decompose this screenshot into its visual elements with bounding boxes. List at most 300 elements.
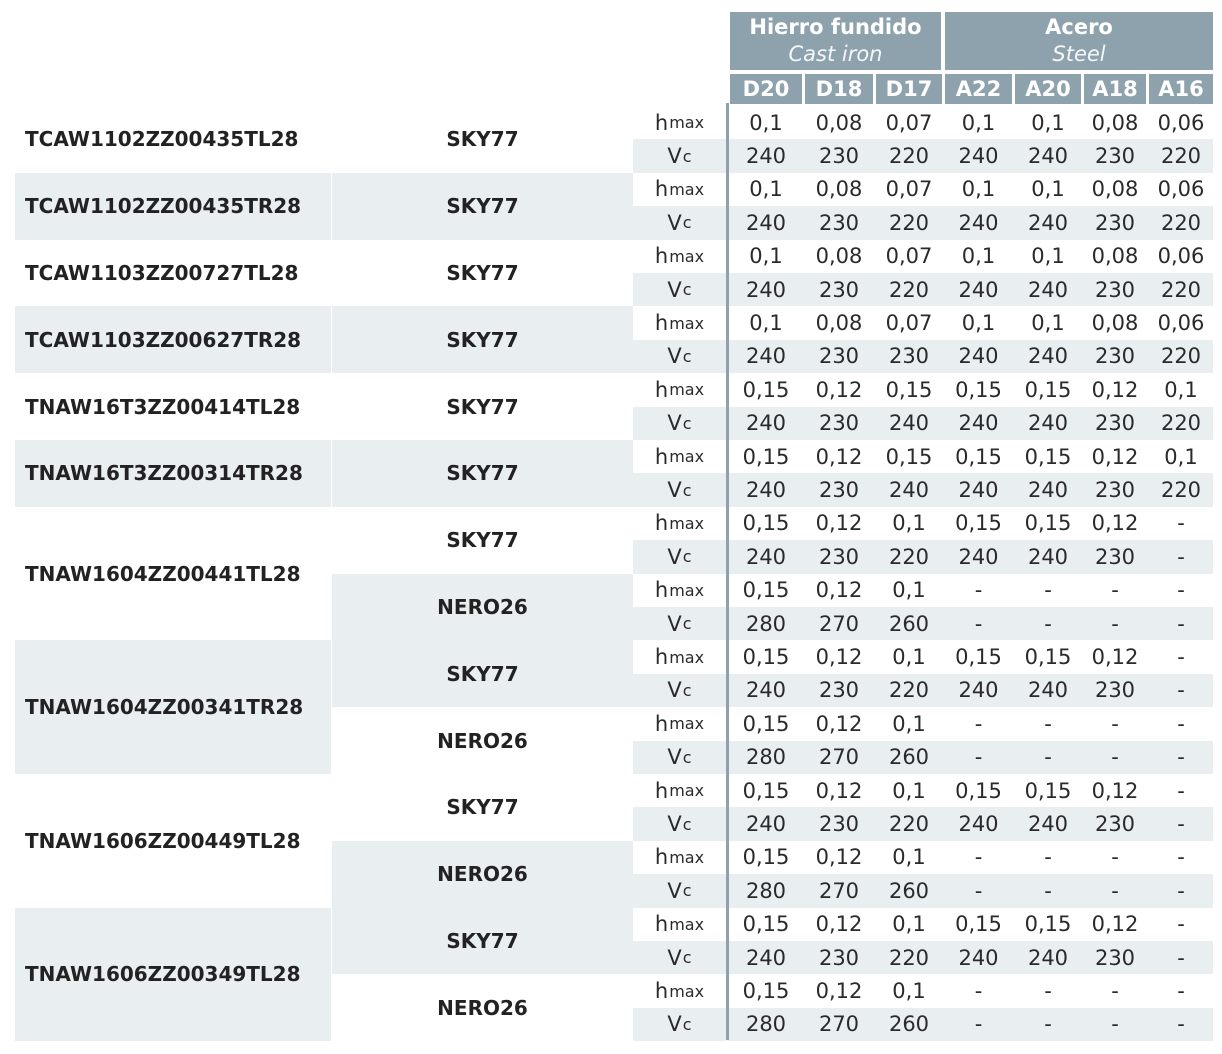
value-cell — [876, 841, 942, 874]
value-text: 220 — [888, 544, 930, 569]
value-cell — [1015, 841, 1081, 874]
value-cell — [805, 941, 873, 974]
value-cell — [1084, 206, 1146, 239]
param-base: V — [667, 812, 682, 837]
value-text: 0,12 — [1091, 645, 1139, 670]
value-text: 0,1 — [892, 912, 926, 937]
value-cell — [876, 574, 942, 607]
value-cell — [1084, 340, 1146, 373]
value-text: 0,12 — [815, 979, 863, 1004]
value-text: - — [974, 1012, 983, 1037]
param-subscript: max — [669, 847, 705, 867]
param-subscript: max — [669, 380, 705, 400]
value-text: 0,07 — [885, 110, 933, 135]
param-base: V — [667, 544, 682, 569]
value-cell — [730, 607, 802, 640]
grade-label — [332, 306, 633, 373]
value-cell — [1084, 707, 1146, 740]
value-text: 230 — [818, 144, 860, 169]
value-text: 240 — [888, 411, 930, 436]
param-base: V — [667, 1012, 682, 1037]
product-code — [15, 908, 331, 1042]
value-cell — [1015, 674, 1081, 707]
product-code — [15, 507, 331, 641]
value-cell — [876, 440, 942, 473]
value-cell — [730, 941, 802, 974]
value-cell — [945, 373, 1012, 406]
value-cell — [730, 640, 802, 673]
value-cell — [805, 574, 873, 607]
grade-text: SKY77 — [446, 194, 519, 219]
value-text: 0,06 — [1157, 244, 1205, 269]
value-text: 240 — [745, 144, 787, 169]
value-text: 240 — [1027, 277, 1069, 302]
column-header-label: A16 — [1158, 77, 1204, 101]
value-cell — [945, 340, 1012, 373]
value-cell — [1149, 908, 1213, 941]
param-subscript: max — [669, 580, 705, 600]
value-cell — [1084, 640, 1146, 673]
product-code — [15, 306, 331, 373]
value-text: 0,15 — [1024, 645, 1072, 670]
column-header-label: D20 — [742, 77, 790, 101]
value-text: 0,15 — [885, 444, 933, 469]
value-text: 0,07 — [885, 311, 933, 336]
value-text: - — [1177, 578, 1185, 603]
value-cell — [730, 807, 802, 840]
value-text: 0,12 — [815, 711, 863, 736]
value-text: 240 — [745, 945, 787, 970]
value-cell — [1149, 206, 1213, 239]
value-text: 0,12 — [815, 444, 863, 469]
param-subscript: max — [669, 246, 705, 266]
hmax-label — [633, 974, 726, 1007]
value-cell — [945, 106, 1012, 139]
column-header-label: D17 — [885, 77, 933, 101]
param-base: V — [667, 878, 682, 903]
param-subscript: max — [669, 513, 705, 533]
param-subscript: max — [669, 981, 705, 1001]
param-base: V — [667, 144, 682, 169]
value-cell — [1015, 340, 1081, 373]
value-cell — [1015, 707, 1081, 740]
value-cell — [805, 807, 873, 840]
value-text: 270 — [818, 1012, 860, 1037]
value-cell — [805, 741, 873, 774]
value-cell — [730, 507, 802, 540]
grade-label — [332, 440, 633, 507]
value-text: - — [974, 878, 983, 903]
value-text: 0,08 — [1091, 110, 1139, 135]
value-cell — [945, 440, 1012, 473]
value-text: 0,08 — [1091, 244, 1139, 269]
header-steel-subtitle: Steel — [1052, 42, 1106, 66]
value-cell — [945, 774, 1012, 807]
value-cell — [1084, 507, 1146, 540]
vc-label — [633, 407, 726, 440]
value-text: - — [1177, 778, 1185, 803]
value-cell — [1015, 173, 1081, 206]
grade-label — [332, 574, 633, 641]
value-text: - — [974, 745, 983, 770]
value-cell — [945, 874, 1012, 907]
value-text: - — [1177, 544, 1185, 569]
value-cell — [945, 807, 1012, 840]
value-cell — [1015, 440, 1081, 473]
column-header — [730, 74, 802, 104]
value-cell — [1015, 640, 1081, 673]
grade-text: NERO26 — [437, 995, 528, 1020]
hmax-label — [633, 173, 726, 206]
param-subscript: c — [682, 280, 692, 300]
value-text: 240 — [745, 277, 787, 302]
value-cell — [1084, 741, 1146, 774]
value-text: 240 — [745, 544, 787, 569]
value-text: 240 — [958, 544, 999, 569]
value-cell — [1015, 273, 1081, 306]
value-text: 240 — [745, 411, 787, 436]
hmax-label — [633, 707, 726, 740]
value-cell — [1015, 607, 1081, 640]
value-text: 0,15 — [742, 444, 790, 469]
value-text: 0,06 — [1157, 311, 1205, 336]
value-cell — [1149, 874, 1213, 907]
value-text: 230 — [1094, 478, 1136, 503]
value-text: 0,12 — [815, 778, 863, 803]
value-text: 0,07 — [885, 244, 933, 269]
value-text: 0,12 — [815, 845, 863, 870]
value-cell — [730, 841, 802, 874]
product-code-text: TNAW1604ZZ00341TR28 — [25, 695, 304, 720]
column-header — [1149, 74, 1213, 104]
value-cell — [805, 306, 873, 339]
value-text: - — [974, 611, 983, 636]
value-text: 280 — [745, 745, 787, 770]
value-text: 0,1 — [1164, 377, 1198, 402]
value-text: - — [1177, 711, 1185, 736]
column-header-label: A20 — [1025, 77, 1071, 101]
value-text: - — [1044, 611, 1052, 636]
grade-text: SKY77 — [446, 795, 519, 820]
param-subscript: max — [669, 447, 705, 467]
value-cell — [945, 908, 1012, 941]
value-text: 230 — [818, 478, 860, 503]
value-cell — [1149, 507, 1213, 540]
value-cell — [1084, 106, 1146, 139]
param-base: h — [654, 244, 669, 269]
value-cell — [876, 774, 942, 807]
value-text: 0,15 — [742, 645, 790, 670]
product-code — [15, 373, 331, 440]
product-code-text: TNAW1604ZZ00441TL28 — [25, 561, 301, 586]
value-text: 0,1 — [1164, 444, 1198, 469]
grade-text: SKY77 — [446, 528, 519, 553]
value-text: 230 — [818, 945, 860, 970]
header-cast-iron-title: Hierro fundido — [749, 15, 922, 39]
grade-text: NERO26 — [437, 862, 528, 887]
column-header — [945, 74, 1012, 104]
value-cell — [805, 507, 873, 540]
value-cell — [805, 974, 873, 1007]
header-cast-iron-subtitle: Cast iron — [788, 42, 883, 66]
hmax-label — [633, 106, 726, 139]
value-text: 0,1 — [961, 110, 996, 135]
value-cell — [805, 139, 873, 172]
param-base: h — [654, 912, 669, 937]
value-cell — [1015, 908, 1081, 941]
value-text: 0,15 — [742, 912, 790, 937]
value-cell — [730, 1008, 802, 1041]
value-cell — [1084, 807, 1146, 840]
value-cell — [945, 173, 1012, 206]
grade-label — [332, 106, 633, 173]
value-cell — [1149, 941, 1213, 974]
hmax-label — [633, 373, 726, 406]
grade-label — [332, 507, 633, 574]
grade-text: SKY77 — [446, 661, 519, 686]
value-text: 240 — [1027, 678, 1069, 703]
value-cell — [876, 707, 942, 740]
value-text: - — [1111, 979, 1119, 1004]
value-cell — [876, 674, 942, 707]
value-text: 240 — [958, 678, 999, 703]
value-cell — [805, 874, 873, 907]
value-text: 0,12 — [1091, 912, 1139, 937]
value-cell — [945, 540, 1012, 573]
value-text: 0,08 — [815, 110, 863, 135]
value-text: 0,1 — [749, 110, 783, 135]
value-cell — [945, 306, 1012, 339]
value-cell — [1149, 741, 1213, 774]
value-text: 0,15 — [1024, 778, 1072, 803]
param-subscript: c — [682, 680, 692, 700]
value-cell — [876, 306, 942, 339]
value-text: 0,15 — [742, 377, 790, 402]
value-cell — [805, 540, 873, 573]
param-base: V — [667, 945, 682, 970]
value-cell — [876, 1008, 942, 1041]
param-base: V — [667, 210, 682, 235]
value-cell — [876, 507, 942, 540]
product-code — [15, 106, 331, 173]
value-text: 0,1 — [892, 645, 926, 670]
value-text: 240 — [958, 210, 999, 235]
value-cell — [1084, 473, 1146, 506]
value-text: - — [1177, 611, 1185, 636]
value-cell — [730, 540, 802, 573]
value-text: 240 — [1027, 144, 1069, 169]
value-text: 0,15 — [1024, 377, 1072, 402]
value-text: - — [1044, 578, 1052, 603]
value-cell — [1149, 440, 1213, 473]
value-cell — [876, 540, 942, 573]
hmax-label — [633, 774, 726, 807]
value-text: 0,08 — [815, 177, 863, 202]
value-text: 0,15 — [955, 912, 1002, 937]
vc-label — [633, 874, 726, 907]
value-text: 0,1 — [1031, 311, 1065, 336]
value-cell — [1149, 173, 1213, 206]
value-cell — [1149, 640, 1213, 673]
value-text: 0,06 — [1157, 110, 1205, 135]
value-cell — [945, 473, 1012, 506]
value-text: 0,1 — [892, 778, 926, 803]
value-text: 280 — [745, 878, 787, 903]
value-text: 0,08 — [1091, 311, 1139, 336]
value-cell — [805, 206, 873, 239]
value-cell — [876, 139, 942, 172]
value-cell — [730, 874, 802, 907]
param-subscript: c — [682, 948, 692, 968]
value-text: 0,15 — [742, 778, 790, 803]
param-base: V — [667, 745, 682, 770]
value-cell — [876, 340, 942, 373]
value-cell — [805, 173, 873, 206]
value-cell — [730, 106, 802, 139]
value-text: 230 — [1094, 210, 1136, 235]
value-text: 230 — [1094, 144, 1136, 169]
value-cell — [1084, 674, 1146, 707]
value-cell — [1015, 407, 1081, 440]
value-cell — [805, 707, 873, 740]
value-cell — [730, 173, 802, 206]
grade-text: SKY77 — [446, 928, 519, 953]
grade-text: NERO26 — [437, 728, 528, 753]
param-subscript: c — [682, 814, 692, 834]
value-cell — [1084, 941, 1146, 974]
value-cell — [1015, 941, 1081, 974]
value-text: - — [974, 979, 983, 1004]
value-text: 240 — [958, 478, 999, 503]
vc-label — [633, 473, 726, 506]
value-text: 0,12 — [1091, 511, 1139, 536]
value-text: 280 — [745, 1012, 787, 1037]
value-cell — [1149, 807, 1213, 840]
value-cell — [805, 273, 873, 306]
value-text: 260 — [888, 611, 930, 636]
vc-label — [633, 340, 726, 373]
value-cell — [1084, 607, 1146, 640]
column-header-label: A18 — [1092, 77, 1138, 101]
param-subscript: c — [682, 413, 692, 433]
hmax-label — [633, 841, 726, 874]
value-cell — [805, 1008, 873, 1041]
value-text: 230 — [1094, 544, 1136, 569]
value-cell — [1084, 774, 1146, 807]
value-text: 0,15 — [955, 778, 1002, 803]
value-text: 0,15 — [742, 979, 790, 1004]
value-cell — [730, 574, 802, 607]
vc-label — [633, 941, 726, 974]
value-text: 0,1 — [1031, 110, 1065, 135]
value-text: - — [1044, 711, 1052, 736]
column-header — [876, 74, 942, 104]
value-cell — [805, 640, 873, 673]
value-text: 0,1 — [749, 244, 783, 269]
value-text: - — [1044, 745, 1052, 770]
value-text: 240 — [958, 945, 999, 970]
param-base: h — [654, 110, 669, 135]
value-cell — [945, 974, 1012, 1007]
column-header — [1084, 74, 1146, 104]
vc-label — [633, 607, 726, 640]
value-cell — [1084, 407, 1146, 440]
product-code-text: TCAW1103ZZ00627TR28 — [25, 327, 302, 352]
value-cell — [1149, 607, 1213, 640]
value-text: 280 — [745, 611, 787, 636]
value-cell — [730, 340, 802, 373]
value-text: 240 — [745, 678, 787, 703]
value-cell — [945, 240, 1012, 273]
value-cell — [805, 908, 873, 941]
param-subscript: c — [682, 747, 692, 767]
value-cell — [805, 106, 873, 139]
value-cell — [730, 774, 802, 807]
value-text: 0,1 — [749, 311, 783, 336]
value-text: 0,08 — [815, 311, 863, 336]
value-text: 0,07 — [885, 177, 933, 202]
value-text: 260 — [888, 745, 930, 770]
param-base: h — [654, 645, 669, 670]
value-text: 230 — [1094, 945, 1136, 970]
value-text: 220 — [1160, 144, 1202, 169]
value-cell — [1084, 1008, 1146, 1041]
product-code-text: TNAW1606ZZ00449TL28 — [25, 828, 301, 853]
value-cell — [730, 373, 802, 406]
value-text: 230 — [818, 812, 860, 837]
value-cell — [730, 240, 802, 273]
value-cell — [945, 640, 1012, 673]
value-cell — [1015, 874, 1081, 907]
value-cell — [945, 407, 1012, 440]
value-cell — [1149, 674, 1213, 707]
grade-text: SKY77 — [446, 461, 519, 486]
value-text: 240 — [958, 812, 999, 837]
value-text: 0,15 — [1024, 912, 1072, 937]
grade-text: SKY77 — [446, 394, 519, 419]
value-cell — [945, 273, 1012, 306]
value-cell — [805, 674, 873, 707]
param-base: h — [654, 511, 669, 536]
value-text: 240 — [958, 277, 999, 302]
value-cell — [876, 974, 942, 1007]
value-cell — [730, 473, 802, 506]
value-text: 0,12 — [1091, 444, 1139, 469]
grade-label — [332, 640, 633, 707]
param-subscript: c — [682, 881, 692, 901]
param-base: h — [654, 711, 669, 736]
value-text: 0,06 — [1157, 177, 1205, 202]
value-cell — [876, 407, 942, 440]
value-cell — [1084, 874, 1146, 907]
param-base: h — [654, 177, 669, 202]
grade-label — [332, 908, 633, 975]
value-cell — [805, 607, 873, 640]
param-base: h — [654, 578, 669, 603]
value-text: 240 — [745, 344, 787, 369]
product-code-text: TCAW1103ZZ00727TL28 — [25, 260, 299, 285]
header-cast-iron — [730, 12, 941, 70]
value-cell — [1015, 106, 1081, 139]
param-base: V — [667, 678, 682, 703]
param-subscript: c — [682, 547, 692, 567]
value-text: - — [1111, 878, 1119, 903]
value-cell — [730, 407, 802, 440]
value-text: 0,15 — [1024, 444, 1072, 469]
grade-text: SKY77 — [446, 260, 519, 285]
value-text: 0,1 — [961, 311, 996, 336]
value-cell — [1015, 240, 1081, 273]
